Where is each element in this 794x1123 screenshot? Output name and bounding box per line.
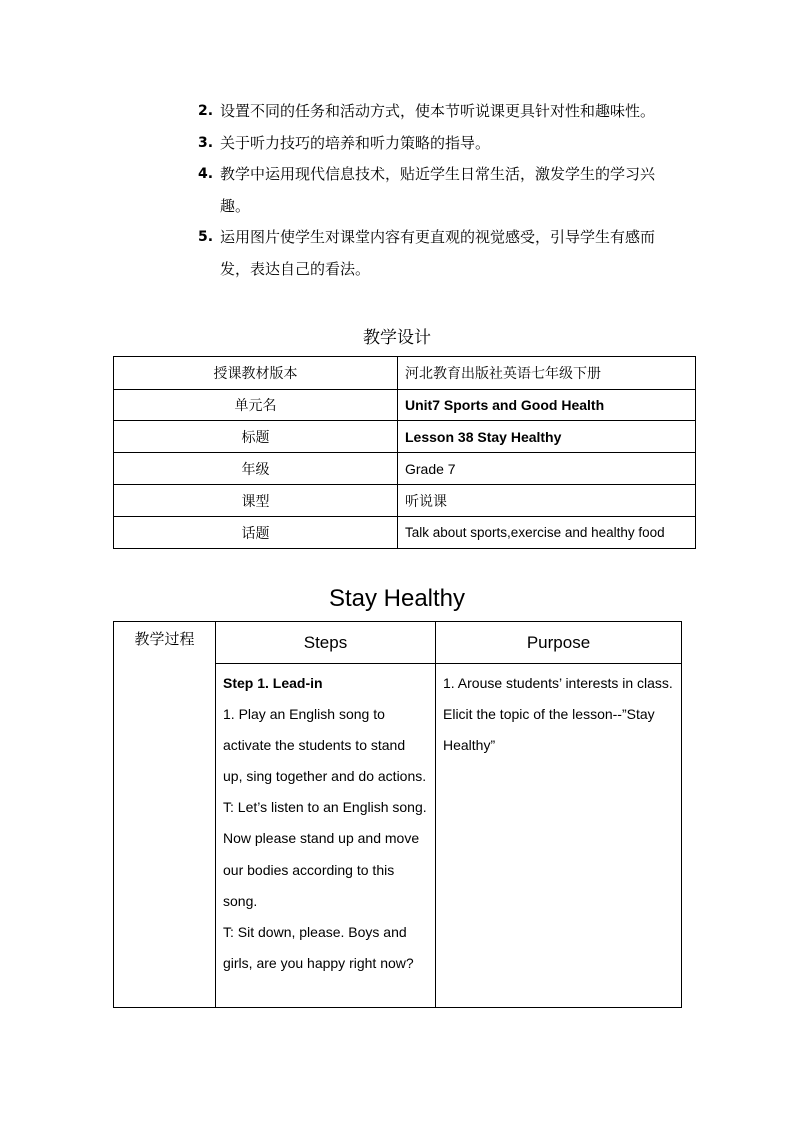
design-title: 教学设计 [363,328,431,348]
table-row [114,517,696,549]
row-value: Talk about sports,exercise and healthy food [398,517,696,549]
purpose-text: 1. Arouse students’ interests in class. Elicit the topic of the lesson--”Stay Healthy” [443,675,673,754]
list-item [198,128,675,160]
table-row [114,357,696,390]
row-label: 年级 [114,453,398,485]
row-label: 课型 [114,485,398,517]
row-value: Unit7 Sports and Good Health [398,390,696,421]
step-title: Step 1. Lead-in [223,675,323,691]
row-label: 标题 [114,421,398,453]
list-item [198,96,685,128]
table-row [114,622,682,664]
list-number: 4. [198,166,214,182]
list-text: 运用图片使学生对课堂内容有更直观的视觉感受，引导学生有感而发，表达自己的看法。 [220,228,656,278]
step-line: T: Let’s listen to an English song. Now please stand up and move our bodies according to this song. [223,799,427,909]
table-row [114,453,696,485]
table-row [114,485,696,517]
steps-header: Steps [216,622,436,664]
purpose-header: Purpose [436,622,682,664]
row-value: Lesson 38 Stay Healthy [398,421,696,453]
design-table [113,356,696,549]
process-table [113,621,682,1008]
objectives-list [198,96,698,285]
list-number: 5. [198,229,214,245]
list-number: 3. [198,134,214,151]
process-side-label: 教学过程 [114,622,216,1008]
row-value: 河北教育出版社英语七年级下册 [398,357,696,390]
purpose-cell [436,664,682,1008]
list-item [198,222,675,285]
row-label: 单元名 [114,390,398,421]
row-label: 授课教材版本 [114,357,398,390]
list-text: 教学中运用现代信息技术，贴近学生日常生活，激发学生的学习兴趣。 [220,165,656,215]
row-value: 听说课 [398,485,696,517]
step-line: 1. Play an English song to activate the students to stand up, sing together and do actions. [223,706,427,785]
table-row [114,421,696,453]
list-number: 2. [198,103,214,119]
row-value: Grade 7 [398,453,696,485]
list-text: 关于听力技巧的培养和听力策略的指导。 [220,133,491,152]
steps-cell [216,664,436,1008]
table-row [114,390,696,421]
lesson-title: Stay Healthy [328,585,466,612]
step-line: T: Sit down, please. Boys and girls, are you happy right now? [223,923,414,971]
row-label: 话题 [114,517,398,549]
list-text: 设置不同的任务和活动方式，使本节听说课更具针对性和趣味性。 [220,102,656,120]
list-item [198,159,675,222]
